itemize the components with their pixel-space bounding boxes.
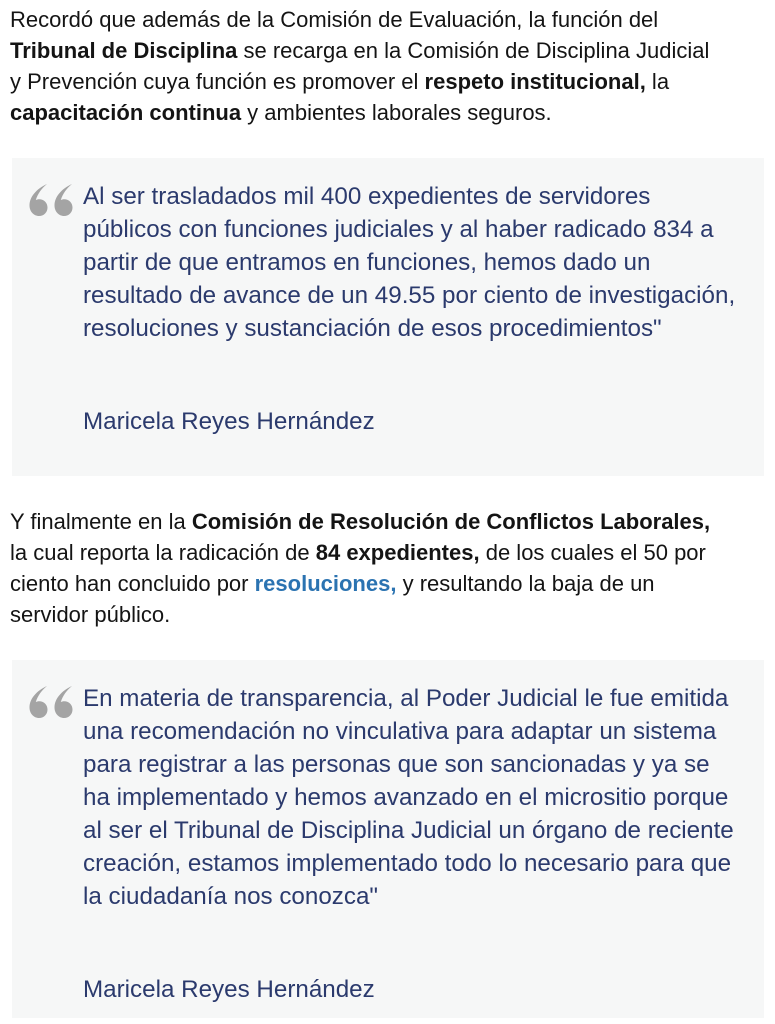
open-quote-icon (27, 686, 73, 718)
text-span: y ambientes laborales seguros. (241, 100, 552, 125)
paragraph-1 (10, 4, 718, 128)
text-span: la cual reporta la radicación de (10, 540, 316, 565)
pull-quote-2 (12, 660, 764, 1018)
text-span: de los cuales el 50 por ciento han concluido por (10, 540, 706, 596)
bold-text: respeto institucional, (424, 69, 646, 94)
text-span: Recordó que además de la Comisión de Evaluación, la función del (10, 7, 659, 32)
text-span: la (645, 69, 670, 94)
quote-attribution: Maricela Reyes Hernández (83, 976, 375, 1003)
open-quote-icon (27, 184, 73, 216)
bold-text: 84 expedientes, (315, 540, 480, 565)
quote-text: En materia de transparencia, al Poder Judicial le fue emitida una recomendación no vinculativa para adaptar un sistema para registrar a las personas que son sancionadas y ya se ha implementado y hemos avanzado en el micrositio porque al ser el Tribunal de Disciplina Judicial un órgano de reciente creación, estamos implementado todo lo necesario para que la ciudadanía nos conozca" (83, 685, 734, 910)
paragraph-2 (10, 506, 718, 630)
pull-quote-1 (12, 158, 764, 476)
text-span: Y finalmente en la (10, 509, 192, 534)
bold-text: Tribunal de Disciplina (10, 38, 238, 63)
quote-attribution: Maricela Reyes Hernández (83, 408, 375, 435)
quote-text: Al ser trasladados mil 400 expedientes de servidores públicos con funciones judiciales y al haber radicado 834 a partir de que entramos en funciones, hemos dado un resultado de avance de un 49.55 por ciento de investigación, resoluciones y sustanciación de esos procedimientos" (83, 183, 736, 342)
text-span: y resultando la baja de un servidor público. (10, 571, 655, 627)
text-span: se recarga en la Comisión de Disciplina Judicial y Prevención cuya función es promover el (10, 38, 710, 94)
resoluciones-link[interactable]: resoluciones, (254, 571, 397, 596)
bold-text: Comisión de Resolución de Conflictos Laborales, (191, 509, 711, 534)
bold-text: capacitación continua (10, 100, 242, 125)
